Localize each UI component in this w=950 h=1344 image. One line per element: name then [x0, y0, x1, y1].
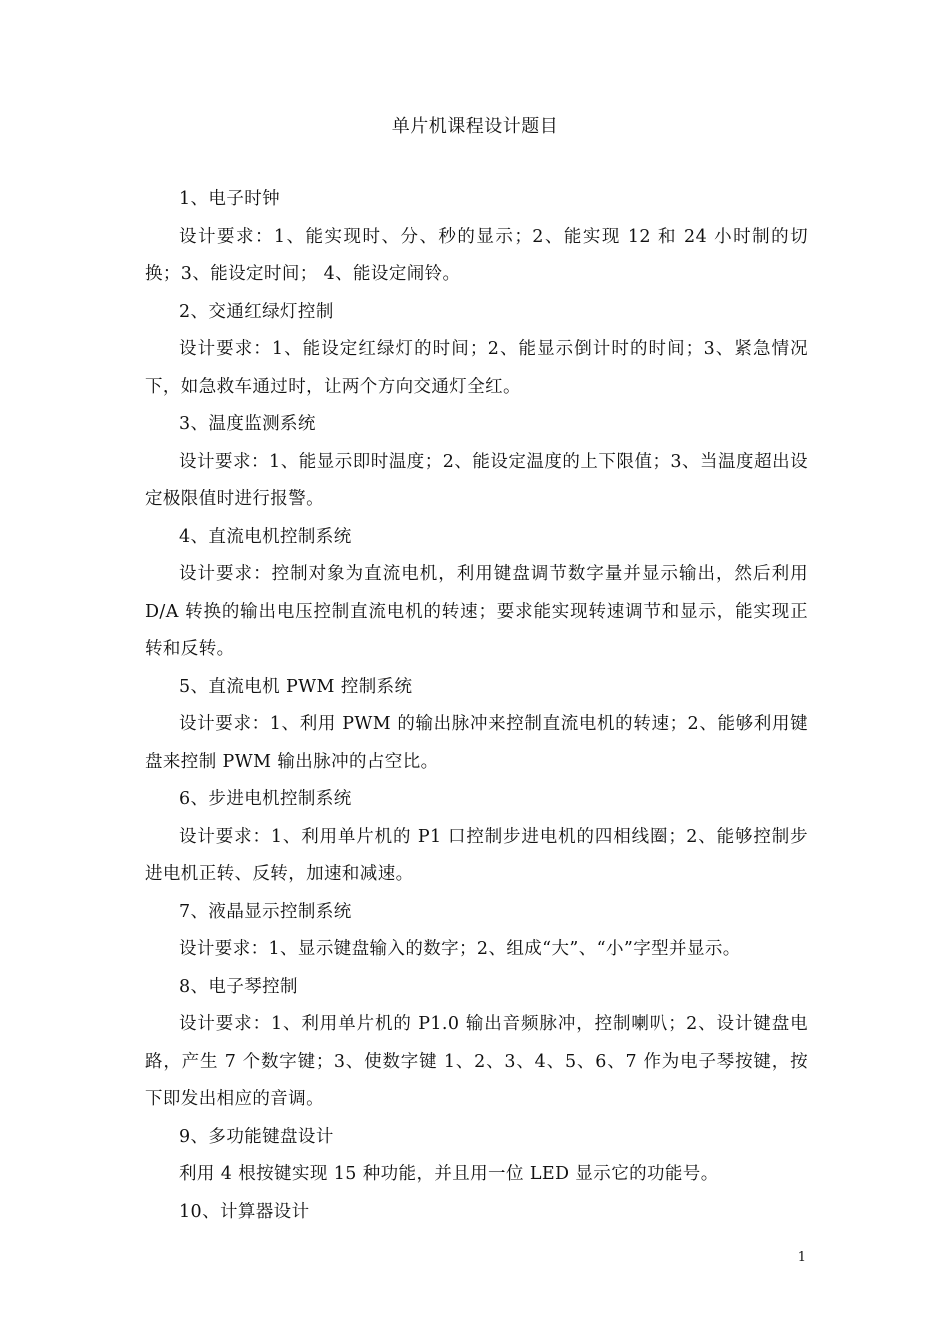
section-text-9: 利用 4 根按键实现 15 种功能，并且用一位 LED 显示它的功能号。 [179, 1164, 719, 1184]
section-text-3: 设计要求：1、能显示即时温度；2、能设定温度的上下限值；3、当温度超出设定极限值时进行报警。 [145, 451, 808, 509]
section-text-5: 设计要求：1、利用 PWM 的输出脉冲来控制直流电机的转速；2、能够利用键盘来控制 PWM 输出脉冲的占空比。 [145, 714, 808, 772]
section-heading-10: 10、计算器设计 [179, 1201, 310, 1222]
section-text-2: 设计要求：1、能设定红绿灯的时间；2、能显示倒计时的时间；3、紧急情况下，如急救车通过时，让两个方向交通灯全红。 [145, 339, 808, 397]
section-text-1: 设计要求：1、能实现时、分、秒的显示；2、能实现 12 和 24 小时制的切换；3、能设定时间； 4、能设定闹铃。 [145, 226, 808, 284]
section-heading-1: 1、电子时钟 [179, 189, 281, 209]
section-heading-3: 3、温度监测系统 [179, 414, 316, 434]
section-heading-2: 2、交通红绿灯控制 [179, 301, 334, 322]
section-text-4: 设计要求：控制对象为直流电机，利用键盘调节数字量并显示输出，然后利用 D/A 转换的输出电压控制直流电机的转速；要求能实现转速调节和显示，能实现正转和反转。 [145, 564, 808, 659]
document-title: 单片机课程设计题目 [391, 116, 559, 137]
section-heading-5: 5、直流电机 PWM 控制系统 [179, 676, 413, 697]
section-heading-9: 9、多功能键盘设计 [179, 1126, 334, 1147]
section-text-8: 设计要求：1、利用单片机的 P1.0 输出音频脉冲，控制喇叭；2、设计键盘电路，产生 7 个数字键；3、使数字键 1、2、3、4、5、6、7 作为电子琴按键，按下即发出相应的音调。 [145, 1014, 808, 1109]
section-heading-8: 8、电子琴控制 [179, 976, 298, 997]
section-heading-4: 4、直流电机控制系统 [179, 526, 352, 547]
section-text-6: 设计要求：1、利用单片机的 P1 口控制步进电机的四相线圈；2、能够控制步进电机正转、反转，加速和减速。 [145, 826, 808, 884]
section-text-7: 设计要求：1、显示键盘输入的数字；2、组成“大”、“小”字型并显示。 [179, 939, 741, 959]
section-heading-7: 7、液晶显示控制系统 [179, 901, 352, 922]
section-heading-6: 6、步进电机控制系统 [179, 789, 352, 809]
document-body [145, 181, 808, 1231]
page-number: 1 [797, 1250, 806, 1265]
